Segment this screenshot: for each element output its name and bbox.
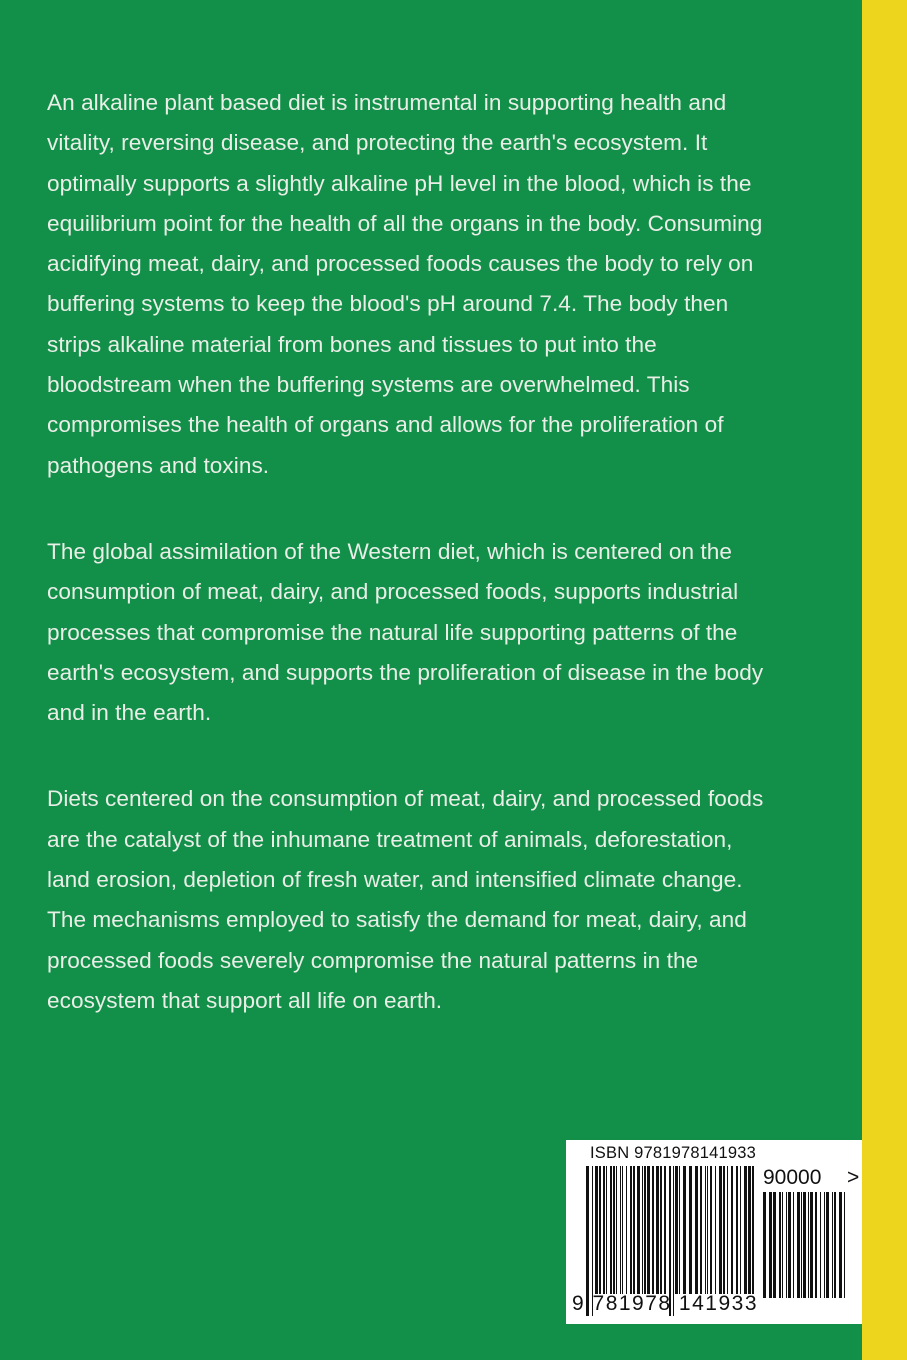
barcode-bar xyxy=(786,1192,787,1298)
barcode-bar xyxy=(622,1166,623,1294)
isbn-label: ISBN 9781978141933 xyxy=(590,1144,756,1162)
barcode-bar xyxy=(610,1166,612,1294)
barcode-bar xyxy=(710,1166,712,1294)
barcode-bar xyxy=(633,1166,635,1294)
text-line: ecosystem that support all life on earth. xyxy=(47,987,443,1013)
barcode-bar xyxy=(599,1166,601,1294)
barcode-bar xyxy=(808,1192,809,1298)
text-line: land erosion, depletion of fresh water, and intensified climate change. xyxy=(47,867,743,893)
text-line: strips alkaline material from bones and tissues to put into the xyxy=(47,331,657,357)
barcode-bar xyxy=(715,1166,716,1294)
barcode-bar xyxy=(626,1166,627,1294)
barcode-bar xyxy=(797,1192,800,1298)
barcode-bar xyxy=(595,1166,598,1294)
barcode-bar xyxy=(613,1166,615,1294)
barcode-bar xyxy=(810,1192,813,1298)
text-line: compromises the health of organs and allows for the proliferation of xyxy=(47,412,724,438)
barcode-bar xyxy=(679,1166,680,1294)
text-line: An alkaline plant based diet is instrumental in supporting health and xyxy=(47,90,727,115)
barcode-bar xyxy=(839,1192,842,1298)
barcode-bar xyxy=(773,1192,776,1298)
barcode-bar xyxy=(723,1166,725,1294)
barcode-bar xyxy=(769,1192,772,1298)
text-line: buffering systems to keep the blood's pH around 7.4. The body then xyxy=(47,291,729,317)
text-line: pathogens and toxins. xyxy=(47,452,270,478)
paragraph-2 xyxy=(47,532,847,733)
barcode-bar xyxy=(834,1192,836,1298)
barcode-bar xyxy=(731,1166,733,1294)
barcode-bar xyxy=(793,1192,794,1298)
barcode-bar xyxy=(844,1192,845,1298)
text-line: optimally supports a slightly alkaline pH level in the blood, which is the xyxy=(47,170,752,196)
barcode-bar xyxy=(815,1192,817,1298)
text-line: The mechanisms employed to satisfy the demand for meat, dairy, and xyxy=(47,907,747,933)
barcode-bar xyxy=(606,1166,607,1294)
barcode-bar xyxy=(705,1166,706,1294)
text-line: consumption of meat, dairy, and processed foods, supports industrial xyxy=(47,579,739,605)
text-line: Diets centered on the consumption of meat, dairy, and processed foods xyxy=(47,786,764,812)
price-code: 90000 xyxy=(763,1166,822,1189)
barcode-bar xyxy=(642,1166,643,1294)
barcode-bar xyxy=(652,1166,654,1294)
text-line: The global assimilation of the Western diet, which is centered on the xyxy=(47,538,732,564)
text-line: equilibrium point for the health of all the organs in the body. Consuming xyxy=(47,210,763,236)
barcode-bar xyxy=(660,1166,662,1294)
barcode-bar xyxy=(656,1166,659,1294)
text-line: processes that compromise the natural life supporting patterns of the xyxy=(47,619,738,645)
barcode-bar xyxy=(727,1166,728,1294)
blurb-text xyxy=(47,83,847,1067)
barcode-bar xyxy=(644,1166,646,1294)
text-line: earth's ecosystem, and supports the proliferation of disease in the body xyxy=(47,659,764,685)
barcode-bar xyxy=(803,1192,806,1298)
barcode-bar xyxy=(779,1192,781,1298)
barcode-bar xyxy=(616,1166,617,1294)
barcode-bar xyxy=(832,1192,833,1298)
barcode-bar xyxy=(675,1166,678,1294)
isbn-barcode xyxy=(566,1140,868,1324)
paragraph-1 xyxy=(47,83,847,486)
barcode-bar xyxy=(664,1166,666,1294)
barcode-bar xyxy=(748,1166,751,1294)
barcode-bar xyxy=(752,1166,754,1294)
paragraph-3 xyxy=(47,779,847,1021)
barcode-bar xyxy=(719,1166,722,1294)
barcode-bar xyxy=(788,1192,791,1298)
barcode-bar xyxy=(820,1192,821,1298)
barcode-bar xyxy=(824,1192,825,1298)
addon-barcode-bars xyxy=(763,1192,849,1320)
barcode-bar xyxy=(630,1166,632,1294)
barcode-bar xyxy=(647,1166,650,1294)
barcode-bar xyxy=(826,1192,829,1298)
barcode-bar xyxy=(695,1166,698,1294)
text-line: and in the earth. xyxy=(47,700,212,726)
text-line: acidifying meat, dairy, and processed foods causes the body to rely on xyxy=(47,251,754,277)
text-line: are the catalyst of the inhumane treatment of animals, deforestation, xyxy=(47,826,733,852)
barcode-bar xyxy=(620,1166,621,1294)
text-line: bloodstream when the buffering systems are overwhelmed. This xyxy=(47,372,690,398)
barcode-bar xyxy=(744,1166,747,1294)
barcode-bar xyxy=(736,1166,738,1294)
price-arrow: > xyxy=(847,1166,860,1189)
barcode-bar xyxy=(700,1166,702,1294)
barcode-bar xyxy=(689,1166,692,1294)
text-line: processed foods severely compromise the natural patterns in the xyxy=(47,947,699,973)
spine-strip xyxy=(862,0,907,1360)
barcode-bar xyxy=(740,1166,741,1294)
barcode-bar xyxy=(683,1166,686,1294)
barcode-bar xyxy=(801,1192,802,1298)
ean-digits: 9 781978 141933 xyxy=(572,1292,758,1315)
barcode-bar xyxy=(782,1192,783,1298)
barcode-bar xyxy=(637,1166,640,1294)
barcode-bar xyxy=(603,1166,605,1294)
barcode-bar xyxy=(763,1192,766,1298)
text-line: vitality, reversing disease, and protecting the earth's ecosystem. It xyxy=(47,130,708,156)
barcode-bar xyxy=(707,1166,708,1294)
